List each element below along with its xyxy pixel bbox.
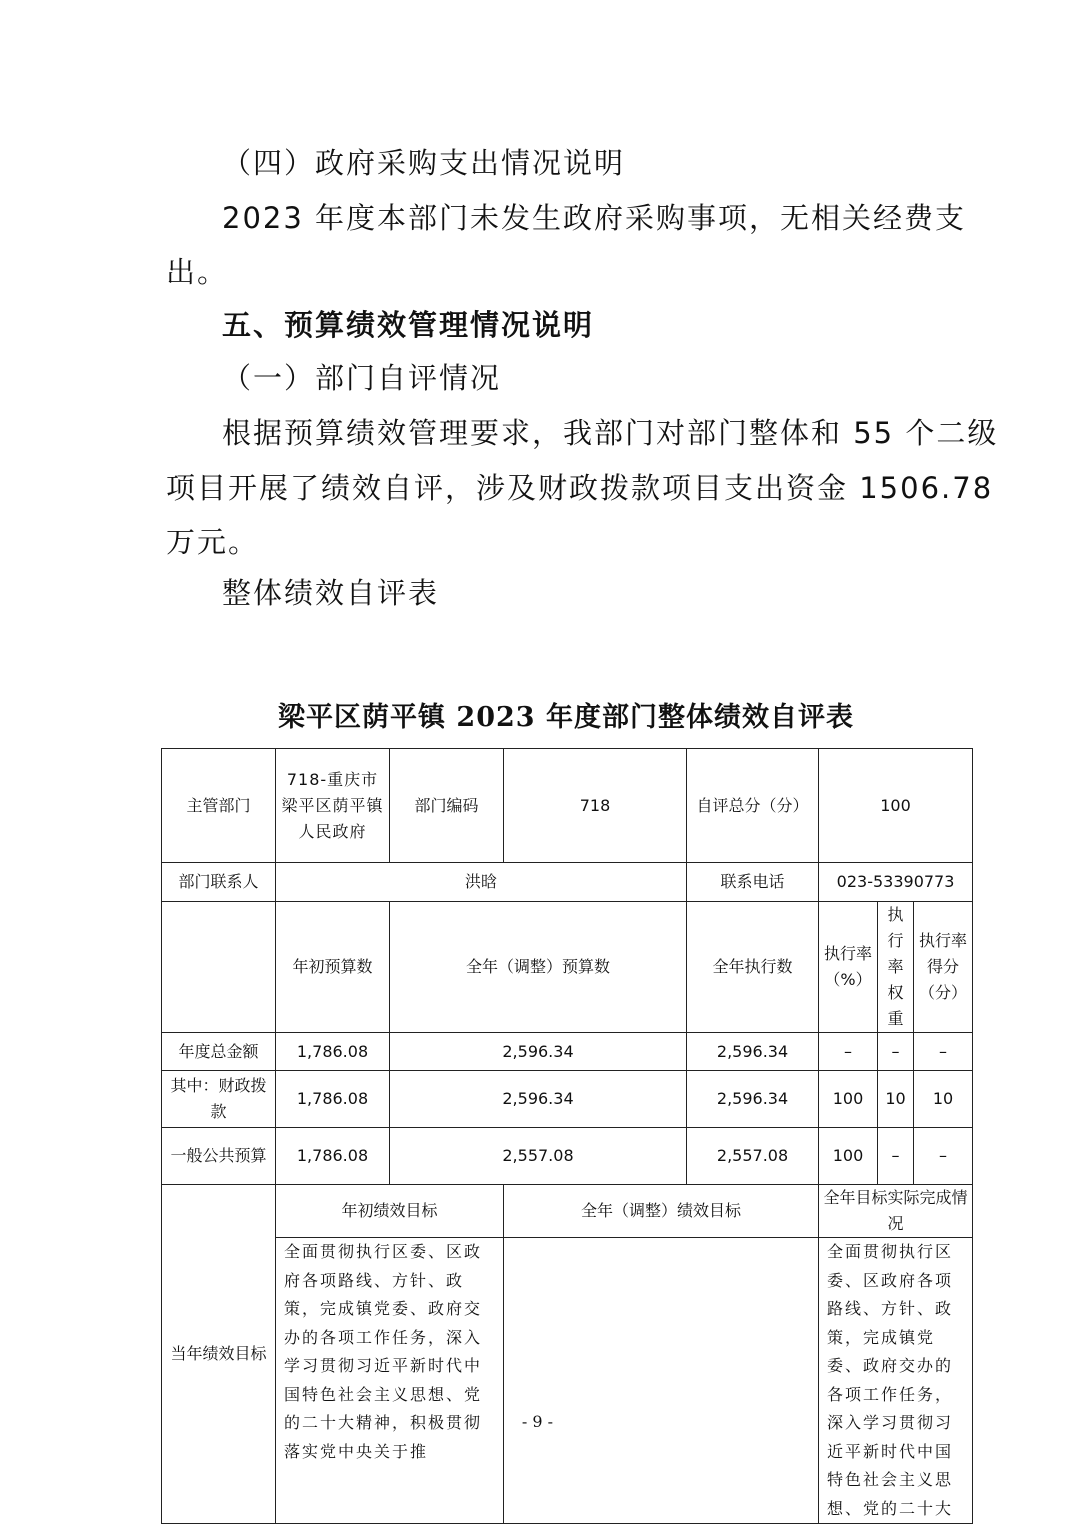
- score-label: 自评总分（分）: [687, 749, 819, 863]
- section5-title: 五、预算绩效管理情况说明: [222, 308, 595, 342]
- header-exec-rate: 执行率（%）: [819, 902, 878, 1033]
- row-rate: 100: [819, 1128, 878, 1185]
- row-rate: –: [819, 1033, 878, 1071]
- row-score: –: [914, 1128, 973, 1185]
- table-row: [162, 902, 973, 1033]
- contact-value: 洪晗: [276, 863, 687, 902]
- row-adjusted: 2,557.08: [390, 1128, 687, 1185]
- row-weight: –: [878, 1033, 914, 1071]
- score-value: 100: [819, 749, 973, 863]
- row-initial: 1,786.08: [276, 1071, 390, 1128]
- row-weight: –: [878, 1128, 914, 1185]
- table-row: [162, 1128, 973, 1185]
- table-row: [162, 1185, 973, 1238]
- row-score: 10: [914, 1071, 973, 1128]
- header-empty-cell: [162, 902, 276, 1033]
- row-executed: 2,596.34: [687, 1071, 819, 1128]
- page-number: - 9 -: [521, 1412, 554, 1431]
- row-adjusted: 2,596.34: [390, 1071, 687, 1128]
- evaluation-paragraph-line1: 根据预算绩效管理要求，我部门对部门整体和 55 个二级: [222, 416, 999, 450]
- header-initial-budget: 年初预算数: [276, 902, 390, 1033]
- header-executed: 全年执行数: [687, 902, 819, 1033]
- table-row: [162, 863, 973, 902]
- procurement-paragraph-line1: 2023 年度本部门未发生政府采购事项，无相关经费支: [222, 201, 967, 235]
- table-row: [162, 749, 973, 863]
- goals-col1-header: 年初绩效目标: [276, 1185, 504, 1238]
- row-weight: 10: [878, 1071, 914, 1128]
- performance-table: [161, 748, 973, 1524]
- evaluation-paragraph-line3: 万元。: [166, 525, 260, 559]
- table-caption: 整体绩效自评表: [222, 576, 440, 610]
- row-adjusted: 2,596.34: [390, 1033, 687, 1071]
- evaluation-paragraph-line2: 项目开展了绩效自评，涉及财政拨款项目支出资金 1506.78: [166, 471, 994, 505]
- goals-col2-text: [504, 1238, 819, 1524]
- row-label: 年度总金额: [162, 1033, 276, 1071]
- row-initial: 1,786.08: [276, 1128, 390, 1185]
- goals-col3-text: 全面贯彻执行区委、区政府各项路线、方针、政策，完成镇党委、政府交办的各项工作任务，深入学习贯彻习近平新时代中国特色社会主义思想、党的二十大: [819, 1238, 973, 1524]
- header-rate-weight: 执行率权重: [878, 902, 914, 1033]
- table-row: [162, 1238, 973, 1524]
- row-executed: 2,557.08: [687, 1128, 819, 1185]
- goals-col3-header: 全年目标实际完成情况: [819, 1185, 973, 1238]
- code-value: 718: [504, 749, 687, 863]
- dept-value: 718-重庆市梁平区荫平镇人民政府: [276, 749, 390, 863]
- row-score: –: [914, 1033, 973, 1071]
- table-row: [162, 1033, 973, 1071]
- table-title: 梁平区荫平镇 2023 年度部门整体绩效自评表: [278, 702, 854, 733]
- procurement-paragraph-line2: 出。: [166, 255, 229, 289]
- row-initial: 1,786.08: [276, 1033, 390, 1071]
- row-executed: 2,596.34: [687, 1033, 819, 1071]
- contact-label: 部门联系人: [162, 863, 276, 902]
- header-rate-score: 执行率得分（分）: [914, 902, 973, 1033]
- row-label: 其中：财政拨款: [162, 1071, 276, 1128]
- table-row: [162, 1071, 973, 1128]
- phone-label: 联系电话: [687, 863, 819, 902]
- row-rate: 100: [819, 1071, 878, 1128]
- phone-value: 023-53390773: [819, 863, 973, 902]
- section4-title: （四）政府采购支出情况说明: [222, 146, 626, 180]
- row-label: 一般公共预算: [162, 1128, 276, 1185]
- subsection1-title: （一）部门自评情况: [222, 361, 502, 395]
- header-adjusted-budget: 全年（调整）预算数: [390, 902, 687, 1033]
- goals-col1-text: 全面贯彻执行区委、区政府各项路线、方针、政策，完成镇党委、政府交办的各项工作任务，深入学习贯彻习近平新时代中国特色社会主义思想、党的二十大精神，积极贯彻落实党中央关于推: [276, 1238, 504, 1524]
- goals-label: 当年绩效目标: [162, 1185, 276, 1524]
- code-label: 部门编码: [390, 749, 504, 863]
- dept-label: 主管部门: [162, 749, 276, 863]
- goals-col2-header: 全年（调整）绩效目标: [504, 1185, 819, 1238]
